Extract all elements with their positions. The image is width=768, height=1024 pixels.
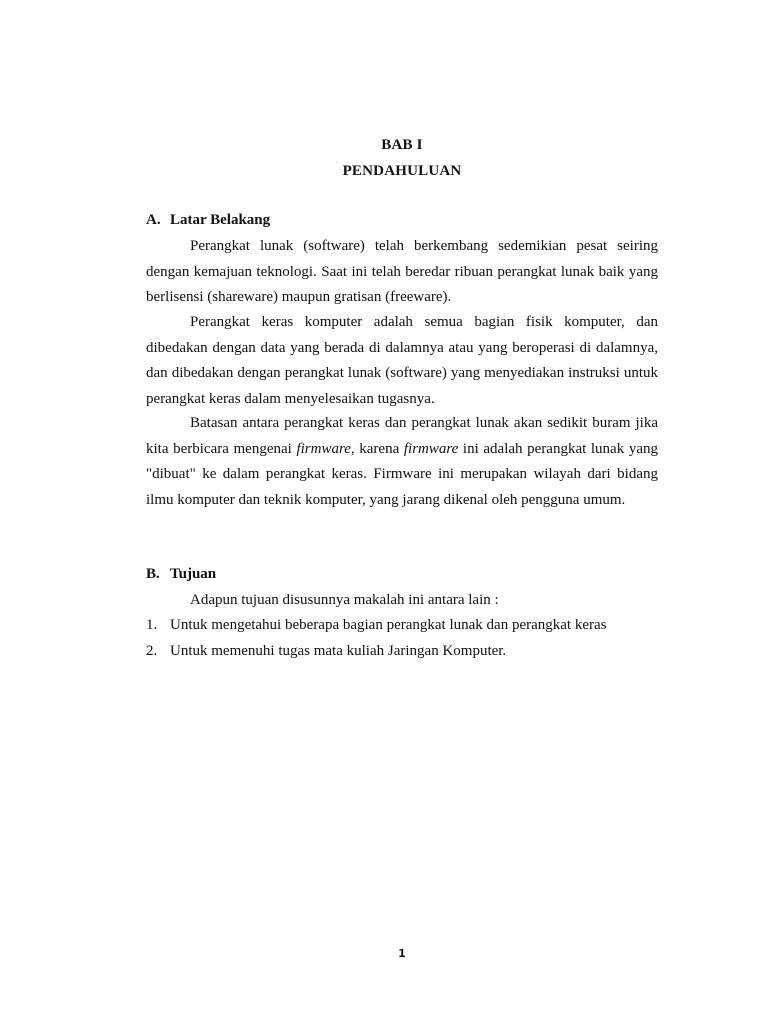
section-a-title: Latar Belakang — [170, 212, 271, 228]
list-item-text: Untuk mengetahui beberapa bagian perangkat lunak dan perangkat keras — [170, 617, 607, 633]
objectives-list — [146, 613, 686, 664]
section-a-letter: A. — [146, 212, 161, 228]
chapter-title: PENDAHULUAN — [342, 163, 462, 179]
paragraph-3-text-2: , karena — [350, 440, 404, 457]
list-item — [146, 639, 686, 665]
list-item-number: 2. — [146, 642, 158, 659]
section-a-paragraph-2: Perangkat keras komputer adalah semua bagian fisik komputer, dan dibedakan dengan data yang berada di dalamnya atau yang beroperasi di dalamnya, dan dibedakan dengan perangkat lunak (software) yang menyediakan instruksi untuk perangkat keras dalam menyelesaikan tugasnya. — [146, 314, 658, 407]
page-number: 1 — [398, 947, 406, 960]
paragraph-3-text-3: ini adalah perangkat lunak yang "dibuat" ke dalam perangkat keras. Firmware ini merupakan wilayah dari bidang ilmu komputer dan teknik komputer, yang jarang dikenal oleh pengguna umum. — [146, 440, 658, 508]
firmware-term-1: firmware — [296, 440, 351, 457]
paragraph-3-text-1: Batasan antara perangkat keras dan perangkat lunak akan sedikit buram jika kita berbicara mengenai — [146, 415, 658, 457]
section-a-paragraph-1: Perangkat lunak (software) telah berkembang sedemikian pesat seiring dengan kemajuan teknologi. Saat ini telah beredar ribuan perangkat lunak baik yang berlisensi (shareware) maupun gratisan (freeware). — [146, 238, 658, 306]
firmware-term-2: firmware — [403, 440, 459, 457]
section-a-heading — [146, 212, 270, 229]
section-b-letter: B. — [146, 566, 160, 582]
list-item-text: Untuk memenuhi tugas mata kuliah Jaringan Komputer. — [170, 642, 507, 659]
list-item-number: 1. — [146, 617, 158, 633]
section-a-paragraph-3 — [146, 411, 658, 513]
list-item — [146, 613, 686, 639]
chapter-number: BAB I — [381, 137, 423, 153]
section-b-heading — [146, 566, 216, 583]
section-b-title: Tujuan — [170, 566, 217, 582]
section-b-intro: Adapun tujuan disusunnya makalah ini antara lain : — [190, 592, 499, 608]
